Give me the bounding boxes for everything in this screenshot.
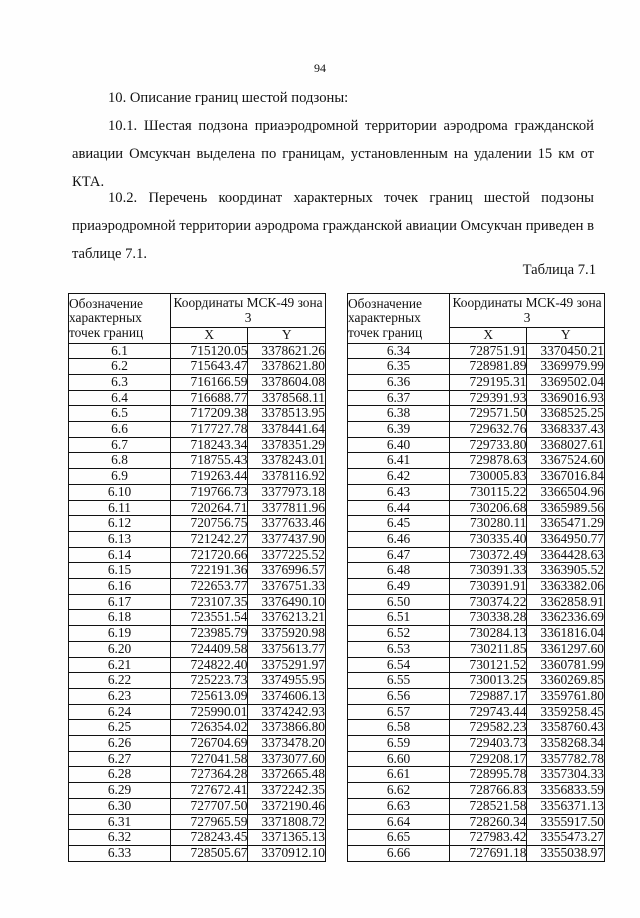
point-id-cell: 6.48 [348, 563, 450, 579]
point-id-cell: 6.21 [69, 657, 171, 673]
y-coordinate-cell: 3375613.77 [248, 641, 326, 657]
table-row [69, 484, 326, 500]
table-row [348, 453, 605, 469]
y-coordinate-cell: 3377437.90 [248, 531, 326, 547]
x-coordinate-cell: 727983.42 [450, 830, 527, 846]
table-row [348, 594, 605, 610]
y-coordinate-cell: 3372242.35 [248, 783, 326, 799]
x-coordinate-cell: 723985.79 [171, 626, 248, 642]
y-coordinate-cell: 3378604.08 [248, 374, 326, 390]
point-id-cell: 6.9 [69, 469, 171, 485]
point-id-cell: 6.44 [348, 500, 450, 516]
y-coordinate-cell: 3365471.29 [527, 516, 605, 532]
table-row [348, 814, 605, 830]
point-id-cell: 6.18 [69, 610, 171, 626]
table-row [348, 798, 605, 814]
table-row [69, 626, 326, 642]
x-coordinate-cell: 721720.66 [171, 547, 248, 563]
y-coordinate-cell: 3360269.85 [527, 673, 605, 689]
point-id-cell: 6.64 [348, 814, 450, 830]
y-coordinate-cell: 3373866.80 [248, 720, 326, 736]
y-coordinate-cell: 3368337.43 [527, 422, 605, 438]
y-coordinate-cell: 3378621.80 [248, 359, 326, 375]
y-coordinate-cell: 3375920.98 [248, 626, 326, 642]
point-id-cell: 6.60 [348, 751, 450, 767]
y-coordinate-cell: 3356371.13 [527, 798, 605, 814]
x-coordinate-cell: 716688.77 [171, 390, 248, 406]
x-coordinate-cell: 728521.58 [450, 798, 527, 814]
x-coordinate-cell: 717727.78 [171, 422, 248, 438]
x-coordinate-cell: 730374.22 [450, 594, 527, 610]
x-coordinate-cell: 727707.50 [171, 798, 248, 814]
y-coordinate-cell: 3376213.21 [248, 610, 326, 626]
x-coordinate-cell: 720756.75 [171, 516, 248, 532]
table-row [69, 798, 326, 814]
point-id-cell: 6.47 [348, 547, 450, 563]
point-id-cell: 6.7 [69, 437, 171, 453]
x-coordinate-cell: 716166.59 [171, 374, 248, 390]
y-coordinate-cell: 3377633.46 [248, 516, 326, 532]
table-row [348, 343, 605, 359]
x-coordinate-cell: 730391.33 [450, 563, 527, 579]
x-coordinate-cell: 717209.38 [171, 406, 248, 422]
point-id-cell: 6.40 [348, 437, 450, 453]
y-coordinate-cell: 3378568.11 [248, 390, 326, 406]
y-coordinate-cell: 3366504.96 [527, 484, 605, 500]
table-row [69, 579, 326, 595]
y-coordinate-cell: 3371365.13 [248, 830, 326, 846]
table-row [348, 657, 605, 673]
x-coordinate-cell: 722653.77 [171, 579, 248, 595]
table-row [69, 767, 326, 783]
section-heading: 10. Описание границ шестой подзоны: [108, 90, 349, 106]
y-coordinate-cell: 3356833.59 [527, 783, 605, 799]
y-coordinate-cell: 3378243.01 [248, 453, 326, 469]
x-coordinate-cell: 730013.25 [450, 673, 527, 689]
x-coordinate-cell: 723107.35 [171, 594, 248, 610]
y-coordinate-cell: 3355473.27 [527, 830, 605, 846]
table-row [348, 547, 605, 563]
x-coordinate-cell: 727965.59 [171, 814, 248, 830]
point-id-cell: 6.11 [69, 500, 171, 516]
table-row [69, 406, 326, 422]
y-coordinate-cell: 3368525.25 [527, 406, 605, 422]
point-id-cell: 6.31 [69, 814, 171, 830]
x-coordinate-cell: 729887.17 [450, 688, 527, 704]
y-coordinate-cell: 3357782.78 [527, 751, 605, 767]
table-row [69, 390, 326, 406]
y-coordinate-cell: 3369502.04 [527, 374, 605, 390]
point-id-cell: 6.1 [69, 343, 171, 359]
point-id-cell: 6.54 [348, 657, 450, 673]
point-id-cell: 6.38 [348, 406, 450, 422]
table-row [348, 531, 605, 547]
point-id-cell: 6.33 [69, 846, 171, 862]
point-id-cell: 6.61 [348, 767, 450, 783]
y-coordinate-cell: 3367524.60 [527, 453, 605, 469]
point-id-cell: 6.2 [69, 359, 171, 375]
table-row [69, 657, 326, 673]
table-row [69, 814, 326, 830]
x-coordinate-cell: 725223.73 [171, 673, 248, 689]
y-coordinate-cell: 3372665.48 [248, 767, 326, 783]
x-coordinate-cell: 728243.45 [171, 830, 248, 846]
table-row [348, 704, 605, 720]
point-id-cell: 6.39 [348, 422, 450, 438]
point-id-cell: 6.51 [348, 610, 450, 626]
table-row [348, 673, 605, 689]
x-coordinate-cell: 727691.18 [450, 846, 527, 862]
header-y: Y [248, 328, 326, 344]
y-coordinate-cell: 3363905.52 [527, 563, 605, 579]
x-coordinate-cell: 725613.09 [171, 688, 248, 704]
x-coordinate-cell: 727364.28 [171, 767, 248, 783]
y-coordinate-cell: 3376490.10 [248, 594, 326, 610]
x-coordinate-cell: 728751.91 [450, 343, 527, 359]
table-body [348, 343, 605, 861]
y-coordinate-cell: 3375291.97 [248, 657, 326, 673]
x-coordinate-cell: 730206.68 [450, 500, 527, 516]
table-row [69, 422, 326, 438]
x-coordinate-cell: 730211.85 [450, 641, 527, 657]
point-id-cell: 6.32 [69, 830, 171, 846]
x-coordinate-cell: 729403.73 [450, 736, 527, 752]
x-coordinate-cell: 718755.43 [171, 453, 248, 469]
paragraph-10-1: 10.1. Шестая подзона приаэродромной территории аэродрома гражданской авиации Омсукчан выделена по границам, установленным на удалении 15 км от КТА. [72, 118, 594, 190]
point-id-cell: 6.3 [69, 374, 171, 390]
table-row [69, 547, 326, 563]
y-coordinate-cell: 3377811.96 [248, 500, 326, 516]
y-coordinate-cell: 3361816.04 [527, 626, 605, 642]
table-row [69, 688, 326, 704]
x-coordinate-cell: 726704.69 [171, 736, 248, 752]
x-coordinate-cell: 728981.89 [450, 359, 527, 375]
y-coordinate-cell: 3374242.93 [248, 704, 326, 720]
header-x: X [171, 328, 248, 344]
point-id-cell: 6.8 [69, 453, 171, 469]
table-row [348, 516, 605, 532]
y-coordinate-cell: 3362336.69 [527, 610, 605, 626]
x-coordinate-cell: 715120.05 [171, 343, 248, 359]
table-row [69, 704, 326, 720]
x-coordinate-cell: 730280.11 [450, 516, 527, 532]
table-row [348, 406, 605, 422]
point-id-cell: 6.6 [69, 422, 171, 438]
point-id-cell: 6.37 [348, 390, 450, 406]
x-coordinate-cell: 727041.58 [171, 751, 248, 767]
x-coordinate-cell: 730391.91 [450, 579, 527, 595]
x-coordinate-cell: 729632.76 [450, 422, 527, 438]
table-row [348, 830, 605, 846]
y-coordinate-cell: 3360781.99 [527, 657, 605, 673]
x-coordinate-cell: 729878.63 [450, 453, 527, 469]
x-coordinate-cell: 730335.40 [450, 531, 527, 547]
y-coordinate-cell: 3373478.20 [248, 736, 326, 752]
y-coordinate-cell: 3378441.64 [248, 422, 326, 438]
table-row [348, 437, 605, 453]
y-coordinate-cell: 3369979.99 [527, 359, 605, 375]
y-coordinate-cell: 3358760.43 [527, 720, 605, 736]
table-row [348, 374, 605, 390]
table-row [348, 500, 605, 516]
point-id-cell: 6.22 [69, 673, 171, 689]
header-designation: Обозначение характерных точек границ [348, 294, 450, 344]
y-coordinate-cell: 3355038.97 [527, 846, 605, 862]
table-row [348, 390, 605, 406]
point-id-cell: 6.12 [69, 516, 171, 532]
header-x: X [450, 328, 527, 344]
x-coordinate-cell: 719766.73 [171, 484, 248, 500]
y-coordinate-cell: 3363382.06 [527, 579, 605, 595]
y-coordinate-cell: 3364428.63 [527, 547, 605, 563]
point-id-cell: 6.35 [348, 359, 450, 375]
point-id-cell: 6.65 [348, 830, 450, 846]
table-row [69, 531, 326, 547]
y-coordinate-cell: 3378351.29 [248, 437, 326, 453]
x-coordinate-cell: 730284.13 [450, 626, 527, 642]
table-row [69, 736, 326, 752]
point-id-cell: 6.10 [69, 484, 171, 500]
point-id-cell: 6.45 [348, 516, 450, 532]
x-coordinate-cell: 729571.50 [450, 406, 527, 422]
table-row [69, 500, 326, 516]
point-id-cell: 6.55 [348, 673, 450, 689]
page-number: 94 [314, 61, 326, 75]
y-coordinate-cell: 3365989.56 [527, 500, 605, 516]
point-id-cell: 6.16 [69, 579, 171, 595]
x-coordinate-cell: 721242.27 [171, 531, 248, 547]
y-coordinate-cell: 3370450.21 [527, 343, 605, 359]
coordinates-table-right [347, 293, 605, 862]
y-coordinate-cell: 3378621.26 [248, 343, 326, 359]
y-coordinate-cell: 3359258.45 [527, 704, 605, 720]
point-id-cell: 6.50 [348, 594, 450, 610]
point-id-cell: 6.53 [348, 641, 450, 657]
table-row [69, 453, 326, 469]
point-id-cell: 6.62 [348, 783, 450, 799]
x-coordinate-cell: 728995.78 [450, 767, 527, 783]
table-row [348, 579, 605, 595]
point-id-cell: 6.24 [69, 704, 171, 720]
table-row [348, 641, 605, 657]
x-coordinate-cell: 728766.83 [450, 783, 527, 799]
x-coordinate-cell: 723551.54 [171, 610, 248, 626]
x-coordinate-cell: 729582.23 [450, 720, 527, 736]
y-coordinate-cell: 3361297.60 [527, 641, 605, 657]
point-id-cell: 6.27 [69, 751, 171, 767]
table-row [69, 610, 326, 626]
x-coordinate-cell: 719263.44 [171, 469, 248, 485]
table-row [348, 783, 605, 799]
table-caption: Таблица 7.1 [522, 262, 596, 278]
table-row [69, 359, 326, 375]
header-coordinates: Координаты МСК-49 зона 3 [171, 294, 326, 328]
x-coordinate-cell: 730338.28 [450, 610, 527, 626]
x-coordinate-cell: 722191.36 [171, 563, 248, 579]
y-coordinate-cell: 3369016.93 [527, 390, 605, 406]
y-coordinate-cell: 3357304.33 [527, 767, 605, 783]
point-id-cell: 6.42 [348, 469, 450, 485]
point-id-cell: 6.56 [348, 688, 450, 704]
table-row [69, 830, 326, 846]
table-row [69, 374, 326, 390]
point-id-cell: 6.25 [69, 720, 171, 736]
table-row [69, 846, 326, 862]
y-coordinate-cell: 3368027.61 [527, 437, 605, 453]
table-row [348, 720, 605, 736]
table-row [348, 563, 605, 579]
table-row [348, 751, 605, 767]
x-coordinate-cell: 725990.01 [171, 704, 248, 720]
y-coordinate-cell: 3371808.72 [248, 814, 326, 830]
x-coordinate-cell: 727672.41 [171, 783, 248, 799]
paragraph-10-2: 10.2. Перечень координат характерных точек границ шестой подзоны приаэродромной территории аэродрома гражданской авиации Омсукчан приведен в таблице 7.1. [72, 190, 594, 262]
y-coordinate-cell: 3377225.52 [248, 547, 326, 563]
x-coordinate-cell: 728505.67 [171, 846, 248, 862]
table-row [348, 469, 605, 485]
table-row [69, 673, 326, 689]
table-row [348, 626, 605, 642]
point-id-cell: 6.15 [69, 563, 171, 579]
point-id-cell: 6.28 [69, 767, 171, 783]
table-row [69, 751, 326, 767]
x-coordinate-cell: 724822.40 [171, 657, 248, 673]
header-coordinates: Координаты МСК-49 зона 3 [450, 294, 605, 328]
table-row [69, 563, 326, 579]
x-coordinate-cell: 730372.49 [450, 547, 527, 563]
point-id-cell: 6.4 [69, 390, 171, 406]
y-coordinate-cell: 3378116.92 [248, 469, 326, 485]
point-id-cell: 6.66 [348, 846, 450, 862]
table-row [69, 516, 326, 532]
table-row [348, 688, 605, 704]
x-coordinate-cell: 729195.31 [450, 374, 527, 390]
point-id-cell: 6.30 [69, 798, 171, 814]
point-id-cell: 6.36 [348, 374, 450, 390]
table-body [69, 343, 326, 861]
table-row [69, 641, 326, 657]
point-id-cell: 6.19 [69, 626, 171, 642]
y-coordinate-cell: 3367016.84 [527, 469, 605, 485]
y-coordinate-cell: 3362858.91 [527, 594, 605, 610]
x-coordinate-cell: 724409.58 [171, 641, 248, 657]
point-id-cell: 6.43 [348, 484, 450, 500]
table-row [69, 343, 326, 359]
y-coordinate-cell: 3374955.95 [248, 673, 326, 689]
x-coordinate-cell: 715643.47 [171, 359, 248, 375]
x-coordinate-cell: 730115.22 [450, 484, 527, 500]
point-id-cell: 6.46 [348, 531, 450, 547]
y-coordinate-cell: 3372190.46 [248, 798, 326, 814]
y-coordinate-cell: 3376751.33 [248, 579, 326, 595]
y-coordinate-cell: 3373077.60 [248, 751, 326, 767]
x-coordinate-cell: 729733.80 [450, 437, 527, 453]
x-coordinate-cell: 728260.34 [450, 814, 527, 830]
y-coordinate-cell: 3370912.10 [248, 846, 326, 862]
table-row [69, 720, 326, 736]
point-id-cell: 6.20 [69, 641, 171, 657]
table-row [348, 736, 605, 752]
y-coordinate-cell: 3378513.95 [248, 406, 326, 422]
point-id-cell: 6.63 [348, 798, 450, 814]
x-coordinate-cell: 729391.93 [450, 390, 527, 406]
table-row [348, 422, 605, 438]
x-coordinate-cell: 726354.02 [171, 720, 248, 736]
x-coordinate-cell: 729743.44 [450, 704, 527, 720]
point-id-cell: 6.49 [348, 579, 450, 595]
x-coordinate-cell: 720264.71 [171, 500, 248, 516]
point-id-cell: 6.57 [348, 704, 450, 720]
x-coordinate-cell: 718243.34 [171, 437, 248, 453]
y-coordinate-cell: 3358268.34 [527, 736, 605, 752]
table-row [69, 469, 326, 485]
header-y: Y [527, 328, 605, 344]
y-coordinate-cell: 3364950.77 [527, 531, 605, 547]
y-coordinate-cell: 3374606.13 [248, 688, 326, 704]
point-id-cell: 6.58 [348, 720, 450, 736]
table-row [348, 846, 605, 862]
point-id-cell: 6.52 [348, 626, 450, 642]
point-id-cell: 6.59 [348, 736, 450, 752]
coordinates-table-left [68, 293, 326, 862]
y-coordinate-cell: 3359761.80 [527, 688, 605, 704]
point-id-cell: 6.34 [348, 343, 450, 359]
point-id-cell: 6.5 [69, 406, 171, 422]
table-row [69, 594, 326, 610]
point-id-cell: 6.17 [69, 594, 171, 610]
table-row [348, 484, 605, 500]
y-coordinate-cell: 3377973.18 [248, 484, 326, 500]
point-id-cell: 6.26 [69, 736, 171, 752]
y-coordinate-cell: 3355917.50 [527, 814, 605, 830]
x-coordinate-cell: 729208.17 [450, 751, 527, 767]
table-row [348, 610, 605, 626]
x-coordinate-cell: 730121.52 [450, 657, 527, 673]
table-row [69, 437, 326, 453]
x-coordinate-cell: 730005.83 [450, 469, 527, 485]
table-row [348, 359, 605, 375]
point-id-cell: 6.41 [348, 453, 450, 469]
point-id-cell: 6.14 [69, 547, 171, 563]
table-row [348, 767, 605, 783]
point-id-cell: 6.13 [69, 531, 171, 547]
table-row [69, 783, 326, 799]
point-id-cell: 6.29 [69, 783, 171, 799]
point-id-cell: 6.23 [69, 688, 171, 704]
header-designation: Обозначение характерных точек границ [69, 294, 171, 344]
y-coordinate-cell: 3376996.57 [248, 563, 326, 579]
